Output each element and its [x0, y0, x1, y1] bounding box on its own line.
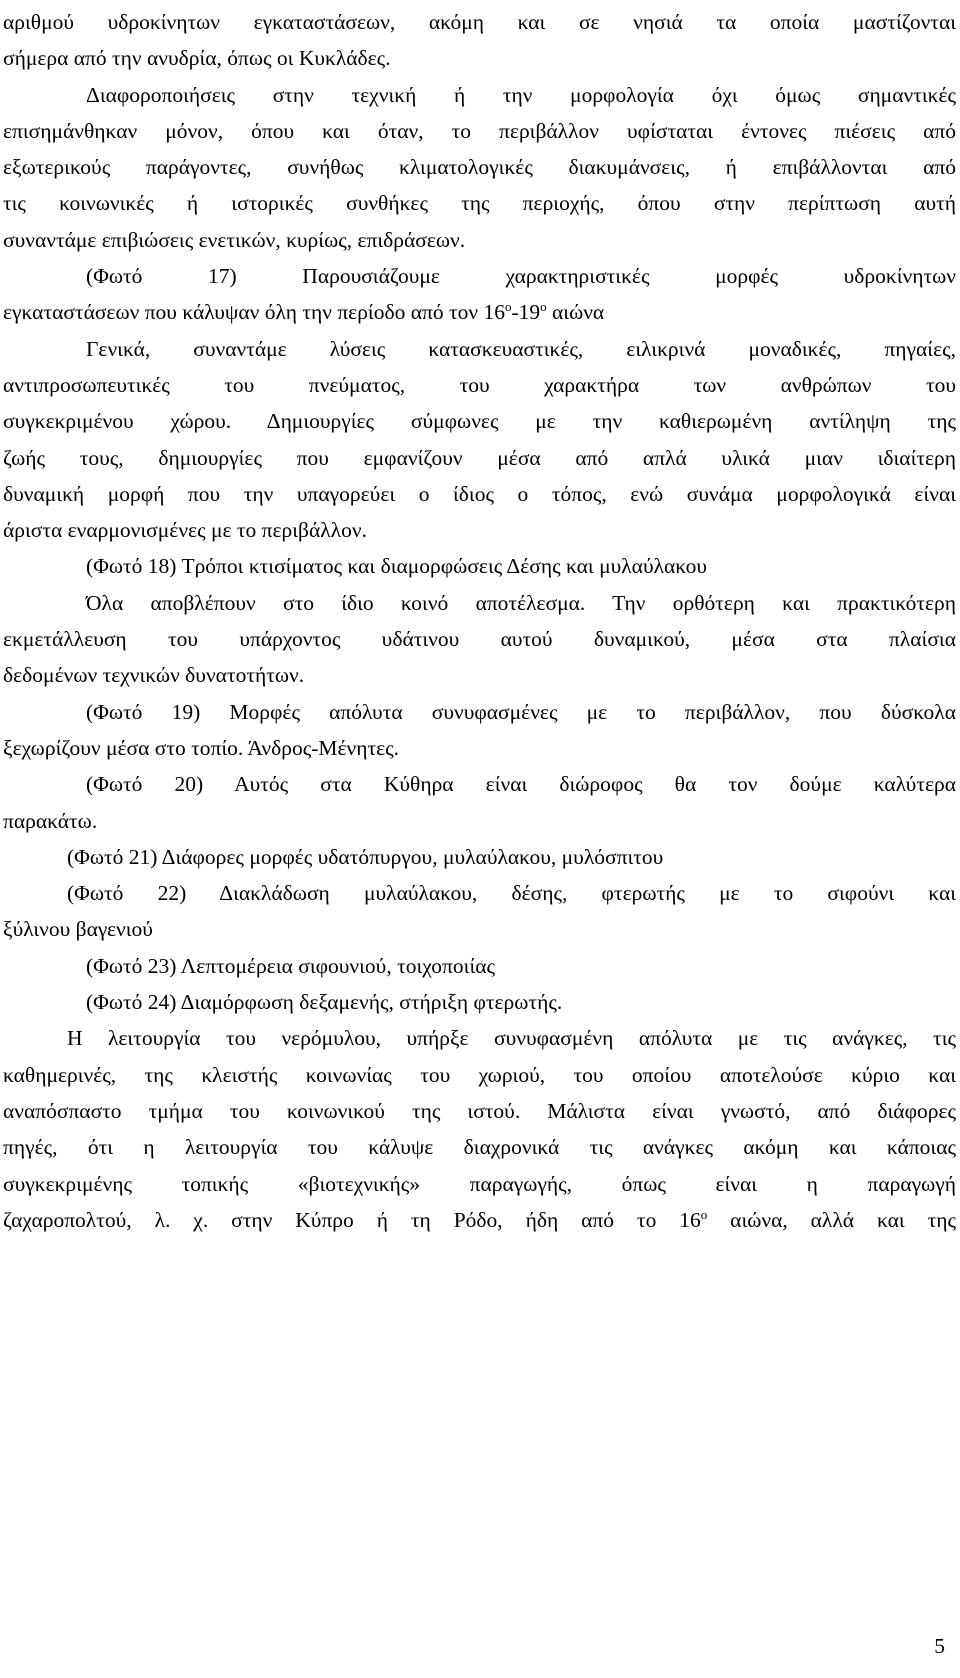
document-page: [3, 4, 956, 1238]
text-line: εξωτερικούς παράγοντες, συνήθως κλιματολογικές διακυμάνσεις, ή επιβάλλονται από: [3, 155, 956, 180]
text-line: ζωής τους, δημιουργίες που εμφανίζουν μέσα από απλά υλικά μιαν ιδιαίτερη: [3, 445, 956, 470]
text-line: καθημερινές, της κλειστής κοινωνίας του χωριού, του οποίου αποτελούσε κύριο και: [3, 1062, 956, 1087]
text-line: συγκεκριμένης τοπικής «βιοτεχνικής» παραγωγής, όπως είναι η παραγωγή: [3, 1171, 956, 1196]
text-line: εκμετάλλευση του υπάρχοντος υδάτινου αυτού δυναμικού, μέσα στα πλαίσια: [3, 627, 956, 652]
text-line: αντιπροσωπευτικές του πνεύματος, του χαρακτήρα των ανθρώπων του: [3, 372, 956, 397]
photo-caption-19: (Φωτό 19) Μορφές απόλυτα συνυφασμένες με το περιβάλλον, που δύσκολα: [86, 699, 956, 724]
photo-caption-21: (Φωτό 21) Διάφορες μορφές υδατόπυργου, μυλαύλακου, μυλόσπιτου: [67, 844, 664, 869]
superscript: ο: [700, 1206, 708, 1222]
text-line: συγκεκριμένου χώρου. Δημιουργίες σύμφωνες με την καθιερωμένη αντίληψη της: [3, 409, 956, 434]
text-line: ξύλινου βαγενιού: [3, 917, 153, 942]
text-line: συναντάμε επιβιώσεις ενετικών, κυρίως, επιδράσεων.: [3, 227, 466, 252]
text-line: επισημάνθηκαν μόνον, όπου και όταν, το περιβάλλον υφίσταται έντονες πιέσεις από: [3, 118, 956, 143]
photo-caption-20: (Φωτό 20) Αυτός στα Κύθηρα είναι διώροφος θα τον δούμε καλύτερα: [86, 772, 956, 797]
text-line: Διαφοροποιήσεις στην τεχνική ή την μορφολογία όχι όμως σημαντικές: [86, 82, 956, 107]
superscript: ο: [540, 299, 547, 315]
text-line: ξεχωρίζουν μέσα στο τοπίο. Άνδρος-Μένητες.: [3, 735, 400, 760]
text-line: αριθμού υδροκίνητων εγκαταστάσεων, ακόμη και σε νησιά τα οποία μαστίζονται: [3, 10, 956, 34]
text-line: τις κοινωνικές ή ιστορικές συνθήκες της περιοχής, όπου στην περίπτωση αυτή: [3, 191, 956, 216]
text-fragment: ζαχαροπολτού, λ. χ. στην Κύπρο ή τη Ρόδο, ήδη από το 16: [3, 1207, 701, 1232]
text-line: άριστα εναρμονισμένες με το περιβάλλον.: [3, 518, 367, 543]
photo-caption-24: (Φωτό 24) Διαμόρφωση δεξαμενής, στήριξη φτερωτής.: [86, 990, 563, 1015]
photo-caption-23: (Φωτό 23) Λεπτομέρεια σιφουνιού, τοιχοποιίας: [86, 953, 496, 978]
text-line: αναπόσπαστο τμήμα του κοινωνικού της ιστού. Μάλιστα είναι γνωστό, από διάφορες: [3, 1098, 956, 1123]
text-fragment: εγκαταστάσεων που κάλυψαν όλη την περίοδο από τον 16: [3, 300, 505, 325]
text-fragment: -19: [511, 300, 541, 325]
photo-caption-22: (Φωτό 22) Διακλάδωση μυλαύλακου, δέσης, φτερωτής με το σιφούνι και: [67, 881, 956, 906]
text-line: Γενικά, συναντάμε λύσεις κατασκευαστικές, ειλικρινά μοναδικές, πηγαίες,: [86, 336, 956, 361]
page-number: 5: [934, 1634, 945, 1658]
text-line-centuries: [3, 294, 956, 330]
text-fragment: αιώνα, αλλά και της: [707, 1207, 956, 1232]
text-line: Όλα αποβλέπουν στο ίδιο κοινό αποτέλεσμα. Την ορθότερη και πρακτικότερη: [86, 590, 956, 615]
text-line: σήμερα από την ανυδρία, όπως οι Κυκλάδες.: [3, 46, 391, 71]
text-line-centuries: [3, 1202, 956, 1238]
text-line: Η λειτουργία του νερόμυλου, υπήρξε συνυφασμένη απόλυτα με τις ανάγκες, τις: [67, 1026, 956, 1051]
text-line: πηγές, ότι η λειτουργία του κάλυψε διαχρονικά τις ανάγκες ακόμη και κάποιας: [3, 1135, 956, 1160]
text-line: δυναμική μορφή που την υπαγορεύει ο ίδιος ο τόπος, ενώ συνάμα μορφολογικά είναι: [3, 481, 956, 506]
text-line: δεδομένων τεχνικών δυνατοτήτων.: [3, 663, 305, 688]
text-line: παρακάτω.: [3, 808, 98, 833]
text-fragment: αιώνα: [546, 300, 605, 325]
photo-caption-18: (Φωτό 18) Τρόποι κτισίματος και διαμορφώσεις Δέσης και μυλαύλακου: [86, 554, 708, 579]
photo-caption-17: (Φωτό 17) Παρουσιάζουμε χαρακτηριστικές μορφές υδροκίνητων: [86, 264, 956, 289]
superscript: ο: [504, 299, 512, 315]
